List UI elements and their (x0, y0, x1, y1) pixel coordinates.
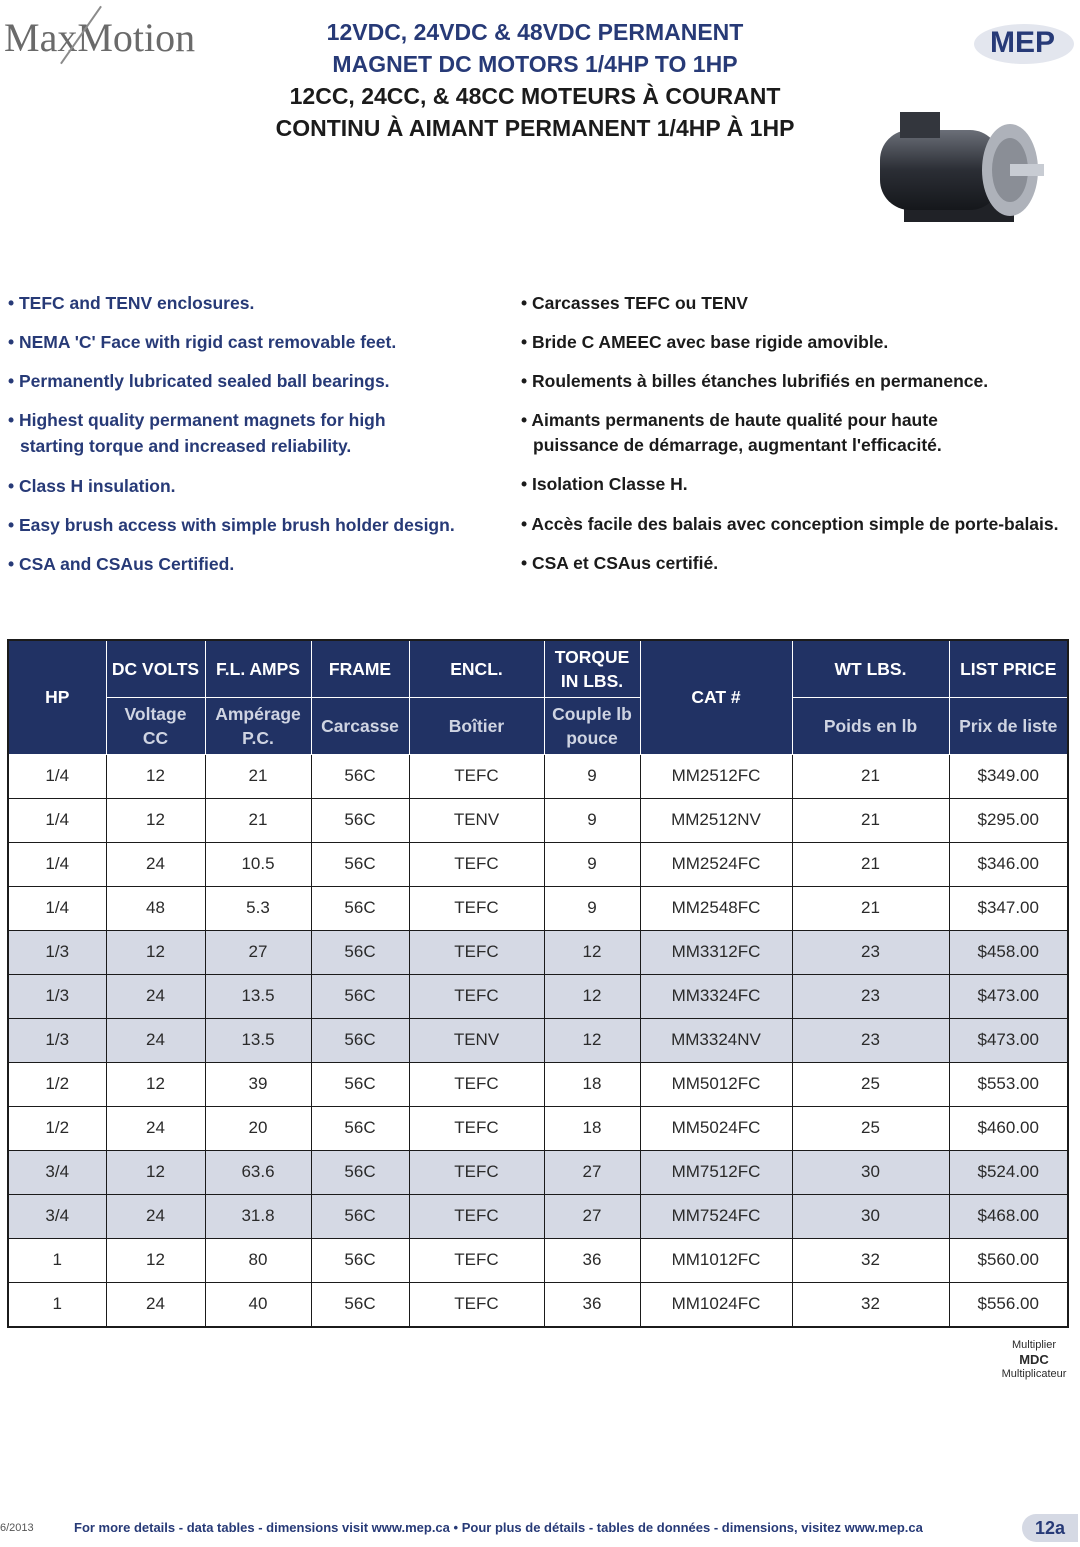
header-encl: ENCL. (409, 640, 544, 697)
cell-volts: 12 (106, 1150, 205, 1194)
table-row (8, 1062, 1068, 1106)
cell-price: $468.00 (949, 1194, 1068, 1238)
multiplicateur-label: Multiplicateur (1001, 1368, 1067, 1380)
cell-price: $460.00 (949, 1106, 1068, 1150)
cell-volts: 24 (106, 1282, 205, 1327)
cell-wt: 25 (792, 1062, 949, 1106)
cell-encl: TENV (409, 798, 544, 842)
cell-volts: 48 (106, 886, 205, 930)
cell-encl: TEFC (409, 1106, 544, 1150)
cell-cat: MM3312FC (640, 930, 792, 974)
cell-volts: 24 (106, 974, 205, 1018)
motor-spec-table (7, 639, 1069, 1328)
footer-text-en: For more details - data tables - dimensions visit www.mep.ca (74, 1520, 450, 1535)
cell-amps: 5.3 (205, 886, 311, 930)
cell-encl: TEFC (409, 842, 544, 886)
footer-date: 6/2013 (0, 1522, 34, 1534)
spec-table-body (8, 754, 1068, 1327)
cell-volts: 12 (106, 798, 205, 842)
cell-torque: 12 (544, 1018, 640, 1062)
feature-fr-item: • Carcasses TEFC ou TENV (521, 293, 748, 313)
header-fr-torque-line1: Couple lb (552, 703, 632, 724)
cell-torque: 9 (544, 754, 640, 798)
table-row (8, 754, 1068, 798)
cell-wt: 23 (792, 930, 949, 974)
header-fr-torque-line2: pouce (566, 727, 618, 748)
feature-en-item: • NEMA 'C' Face with rigid cast removable feet. (8, 332, 397, 352)
cell-wt: 21 (792, 886, 949, 930)
mep-logo (970, 16, 1078, 68)
cell-torque: 9 (544, 798, 640, 842)
cell-frame: 56C (311, 930, 409, 974)
cell-volts: 24 (106, 1018, 205, 1062)
cell-wt: 23 (792, 1018, 949, 1062)
title-fr-line2: CONTINU À AIMANT PERMANENT 1/4HP À 1HP (275, 115, 795, 141)
cell-hp: 1 (8, 1238, 106, 1282)
header-fr-volts (106, 697, 205, 754)
cell-encl: TEFC (409, 1150, 544, 1194)
cell-volts: 24 (106, 1106, 205, 1150)
title-en-line1: 12VDC, 24VDC & 48VDC PERMANENT (326, 19, 744, 45)
cell-price: $524.00 (949, 1150, 1068, 1194)
table-row (8, 798, 1068, 842)
cell-hp: 3/4 (8, 1194, 106, 1238)
header-fr-volts-line2: CC (142, 727, 169, 748)
multiplier-code: MDC (1019, 1352, 1049, 1367)
cell-wt: 21 (792, 798, 949, 842)
cell-torque: 18 (544, 1062, 640, 1106)
table-row (8, 1194, 1068, 1238)
feature-en-item: • Highest quality permanent magnets for high (8, 410, 386, 430)
cell-torque: 27 (544, 1150, 640, 1194)
feature-fr-item: • Roulements à billes étanches lubrifiés en permanence. (521, 371, 989, 391)
cell-price: $553.00 (949, 1062, 1068, 1106)
title-en-line2: MAGNET DC MOTORS 1/4HP TO 1HP (332, 51, 738, 77)
multiplier-block (990, 1339, 1078, 1381)
cell-frame: 56C (311, 1018, 409, 1062)
cell-amps: 27 (205, 930, 311, 974)
cell-cat: MM3324NV (640, 1018, 792, 1062)
cell-cat: MM7524FC (640, 1194, 792, 1238)
multiplier-label: Multiplier (1011, 1339, 1056, 1351)
cell-torque: 9 (544, 886, 640, 930)
cell-volts: 24 (106, 1194, 205, 1238)
cell-wt: 32 (792, 1238, 949, 1282)
cell-cat: MM1012FC (640, 1238, 792, 1282)
cell-hp: 1/3 (8, 974, 106, 1018)
cell-price: $346.00 (949, 842, 1068, 886)
feature-fr-item: • CSA et CSAus certifié. (521, 553, 719, 573)
cell-hp: 1/4 (8, 754, 106, 798)
header-torque (544, 640, 640, 697)
header-fr-frame: Carcasse (311, 697, 409, 754)
table-row (8, 1018, 1068, 1062)
cell-amps: 13.5 (205, 1018, 311, 1062)
cell-frame: 56C (311, 1150, 409, 1194)
table-row (8, 1238, 1068, 1282)
header-cat: CAT # (640, 640, 792, 754)
header-wt: WT LBS. (792, 640, 949, 697)
header-price: LIST PRICE (949, 640, 1068, 697)
feature-en-item: starting torque and increased reliability. (20, 436, 352, 456)
cell-amps: 40 (205, 1282, 311, 1327)
cell-amps: 21 (205, 754, 311, 798)
cell-wt: 21 (792, 754, 949, 798)
cell-frame: 56C (311, 1282, 409, 1327)
maxmotion-logo (4, 14, 195, 61)
cell-torque: 12 (544, 974, 640, 1018)
cell-frame: 56C (311, 974, 409, 1018)
cell-frame: 56C (311, 754, 409, 798)
cell-wt: 30 (792, 1194, 949, 1238)
header-fr-wt: Poids en lb (792, 697, 949, 754)
feature-en-item: • Easy brush access with simple brush holder design. (8, 515, 455, 535)
cell-amps: 80 (205, 1238, 311, 1282)
cell-frame: 56C (311, 1194, 409, 1238)
table-row (8, 842, 1068, 886)
cell-amps: 31.8 (205, 1194, 311, 1238)
cell-encl: TEFC (409, 1238, 544, 1282)
cell-volts: 24 (106, 842, 205, 886)
header-fr-price: Prix de liste (949, 697, 1068, 754)
cell-price: $349.00 (949, 754, 1068, 798)
cell-wt: 21 (792, 842, 949, 886)
cell-wt: 25 (792, 1106, 949, 1150)
cell-volts: 12 (106, 1062, 205, 1106)
cell-cat: MM7512FC (640, 1150, 792, 1194)
feature-en-item: • TEFC and TENV enclosures. (8, 293, 255, 313)
cell-hp: 1/4 (8, 842, 106, 886)
cell-amps: 21 (205, 798, 311, 842)
page-title (250, 16, 820, 144)
footer-text-fr: Pour plus de détails - tables de données - dimensions, visitez www.mep.ca (461, 1520, 923, 1535)
cell-encl: TENV (409, 1018, 544, 1062)
cell-torque: 9 (544, 842, 640, 886)
footer-text (74, 1520, 923, 1535)
cell-encl: TEFC (409, 930, 544, 974)
header-fr-volts-line1: Voltage (124, 703, 187, 724)
footer-bullet: • (453, 1520, 459, 1535)
cell-cat: MM1024FC (640, 1282, 792, 1327)
cell-cat: MM2512FC (640, 754, 792, 798)
cell-frame: 56C (311, 842, 409, 886)
cell-hp: 1/2 (8, 1106, 106, 1150)
cell-frame: 56C (311, 1106, 409, 1150)
cell-price: $347.00 (949, 886, 1068, 930)
title-fr-line1: 12CC, 24CC, & 48CC MOTEURS À COURANT (289, 83, 781, 109)
cell-amps: 20 (205, 1106, 311, 1150)
cell-cat: MM3324FC (640, 974, 792, 1018)
feature-fr-item: puissance de démarrage, augmentant l'efficacité. (533, 435, 942, 455)
cell-frame: 56C (311, 886, 409, 930)
cell-encl: TEFC (409, 1282, 544, 1327)
cell-frame: 56C (311, 798, 409, 842)
table-row (8, 1282, 1068, 1327)
header-fr-encl: Boîtier (409, 697, 544, 754)
feature-fr-item: • Aimants permanents de haute qualité pour haute (521, 410, 938, 430)
feature-fr-item: • Isolation Classe H. (521, 474, 688, 494)
cell-wt: 30 (792, 1150, 949, 1194)
cell-hp: 1/3 (8, 1018, 106, 1062)
cell-torque: 36 (544, 1238, 640, 1282)
header-fr-amps (205, 697, 311, 754)
header-torque-line2: IN LBS. (560, 670, 624, 691)
cell-hp: 1/2 (8, 1062, 106, 1106)
cell-hp: 3/4 (8, 1150, 106, 1194)
feature-en-item: • Permanently lubricated sealed ball bearings. (8, 371, 390, 391)
cell-encl: TEFC (409, 1194, 544, 1238)
page-number: 12a (1022, 1514, 1078, 1542)
cell-cat: MM5024FC (640, 1106, 792, 1150)
cell-price: $473.00 (949, 1018, 1068, 1062)
cell-amps: 10.5 (205, 842, 311, 886)
cell-torque: 36 (544, 1282, 640, 1327)
header-torque-line1: TORQUE (554, 646, 630, 667)
cell-encl: TEFC (409, 1062, 544, 1106)
feature-en-item: • Class H insulation. (8, 476, 176, 496)
feature-fr-item: • Accès facile des balais avec conception simple de porte-balais. (521, 514, 1059, 534)
cell-amps: 39 (205, 1062, 311, 1106)
cell-frame: 56C (311, 1238, 409, 1282)
header-fr-torque (544, 697, 640, 754)
feature-en-item: • CSA and CSAus Certified. (8, 554, 235, 574)
cell-price: $556.00 (949, 1282, 1068, 1327)
table-row (8, 974, 1068, 1018)
mep-logo-text: MEP (990, 26, 1056, 59)
cell-price: $458.00 (949, 930, 1068, 974)
header-hp: HP (8, 640, 106, 754)
cell-wt: 23 (792, 974, 949, 1018)
cell-price: $295.00 (949, 798, 1068, 842)
header-dc-volts: DC VOLTS (106, 640, 205, 697)
feature-fr-item: • Bride C AMEEC avec base rigide amovible. (521, 332, 889, 352)
header-fr-amps-line2: P.C. (242, 727, 274, 748)
cell-torque: 12 (544, 930, 640, 974)
cell-encl: TEFC (409, 974, 544, 1018)
cell-encl: TEFC (409, 886, 544, 930)
cell-wt: 32 (792, 1282, 949, 1327)
cell-hp: 1/4 (8, 886, 106, 930)
cell-encl: TEFC (409, 754, 544, 798)
cell-amps: 13.5 (205, 974, 311, 1018)
table-row (8, 886, 1068, 930)
cell-torque: 27 (544, 1194, 640, 1238)
cell-frame: 56C (311, 1062, 409, 1106)
cell-volts: 12 (106, 930, 205, 974)
cell-hp: 1/3 (8, 930, 106, 974)
cell-torque: 18 (544, 1106, 640, 1150)
header-fr-amps-line1: Ampérage (215, 703, 301, 724)
cell-volts: 12 (106, 1238, 205, 1282)
cell-volts: 12 (106, 754, 205, 798)
cell-cat: MM2524FC (640, 842, 792, 886)
cell-price: $560.00 (949, 1238, 1068, 1282)
maxmotion-logo-text: MaxMotion (4, 15, 196, 60)
table-row (8, 1150, 1068, 1194)
header-fl-amps: F.L. AMPS (205, 640, 311, 697)
cell-cat: MM2512NV (640, 798, 792, 842)
cell-cat: MM2548FC (640, 886, 792, 930)
header-frame: FRAME (311, 640, 409, 697)
table-row (8, 930, 1068, 974)
cell-cat: MM5012FC (640, 1062, 792, 1106)
table-row (8, 1106, 1068, 1150)
cell-hp: 1 (8, 1282, 106, 1327)
cell-amps: 63.6 (205, 1150, 311, 1194)
dc-motor-image (860, 100, 1050, 250)
cell-price: $473.00 (949, 974, 1068, 1018)
cell-hp: 1/4 (8, 798, 106, 842)
